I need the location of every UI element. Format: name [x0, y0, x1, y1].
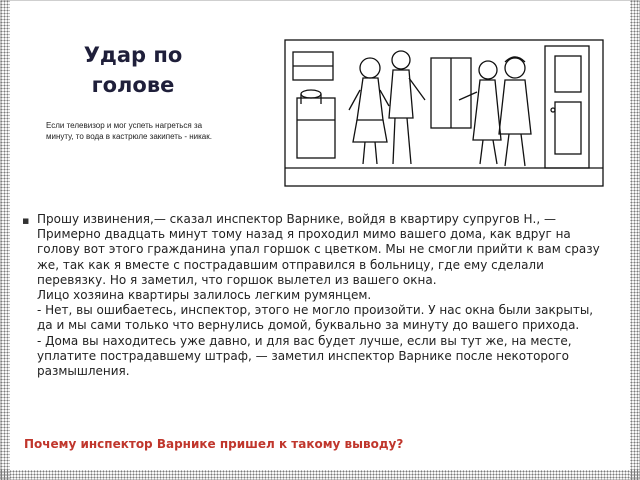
inspector-scene-illustration: [283, 38, 605, 188]
story-paragraph: - Дома вы находитесь уже давно, и для вас будет лучше, если вы тут же, на месте, уплатите пострадавшему штраф, — заметил инспектор Варнике после некоторого размышления.: [37, 333, 572, 379]
story-paragraph: Лицо хозяина квартиры залилось легким румянцем.: [37, 288, 372, 303]
slide-subtitle: Если телевизор и мог успеть нагреться за минуту, то вода в кастрюле закипеть - никак.: [46, 121, 212, 141]
slide-title: Удар по голове: [83, 43, 183, 97]
bullet-marker: ▪: [22, 214, 30, 227]
story-text: [22, 212, 605, 379]
story-paragraph: - Нет, вы ошибаетесь, инспектор, этого не могло произойти. У нас окна были закрыты, да и мы сами только что вернулись домой, буквально за минуту до вашего прихода.: [37, 303, 594, 333]
left-dotted-border: [0, 0, 10, 480]
right-dotted-border: [630, 0, 640, 480]
story-paragraph: Прошу извинения,— сказал инспектор Варнике, войдя в квартиру супругов Н., — Примерно двадцать минут тому назад я проходил мимо вашего дома, как вдруг на голову вот этого гражданина упал горшок с цветком. Мы не смогли прийти к вам сразу же, так как я вместе с пострадавшим отправился в больницу, где ему сделали перевязку. Но я заметил, что горшок вылетел из вашего окна.: [37, 212, 600, 287]
bottom-dotted-border: [0, 470, 640, 480]
question-text: Почему инспектор Варнике пришел к такому выводу?: [24, 437, 404, 451]
